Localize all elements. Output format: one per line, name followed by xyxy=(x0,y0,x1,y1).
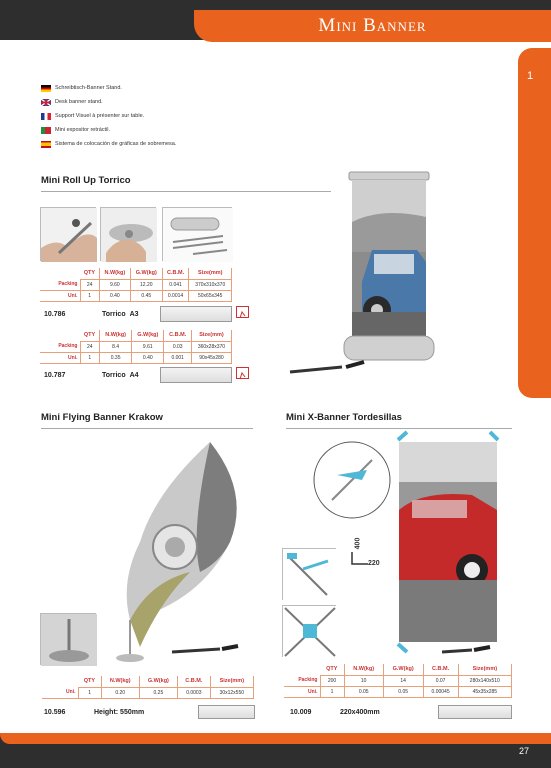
cell: 30x12x550 xyxy=(210,687,253,698)
col-nw: N.W(kg) xyxy=(101,676,139,687)
flag-fr-icon xyxy=(41,113,51,120)
product-size: A3 xyxy=(129,311,139,318)
language-item-en xyxy=(41,95,176,109)
col-gw: G.W(kg) xyxy=(383,664,423,675)
table-row xyxy=(40,279,232,290)
col-gw: G.W(kg) xyxy=(130,268,162,279)
cell: 90x45x280 xyxy=(191,352,231,363)
cell: 0.40 xyxy=(99,290,130,301)
cell: 1 xyxy=(78,687,101,698)
krakow-code-row xyxy=(44,706,144,719)
col-gw: G.W(kg) xyxy=(139,676,177,687)
language-list xyxy=(41,81,176,151)
flag-es-icon xyxy=(41,141,51,148)
cell: 280x140x510 xyxy=(458,675,511,686)
torrico-photo-parts xyxy=(162,207,232,261)
tordesillas-divider xyxy=(286,428,512,429)
row-label: Packing xyxy=(40,341,80,352)
tordesillas-code-box xyxy=(438,705,512,719)
cell: 8.4 xyxy=(100,341,132,352)
krakow-code-box xyxy=(198,705,255,719)
cell: 1 xyxy=(80,290,99,301)
flag-uk-icon xyxy=(41,99,51,106)
product-size: A4 xyxy=(129,372,139,379)
tordesillas-title: Mini X-Banner Tordesillas xyxy=(286,412,402,423)
col-qty: QTY xyxy=(80,330,100,341)
language-text-de: Schreibtisch-Banner Stand. xyxy=(55,85,122,91)
row-label: Uni. xyxy=(284,686,320,697)
cell: 0.07 xyxy=(423,675,458,686)
cell: 0.35 xyxy=(100,352,132,363)
table-row xyxy=(40,352,232,363)
product-name: Torrico xyxy=(102,311,126,318)
col-cbm: C.B.M. xyxy=(164,330,191,341)
cell: 50x65x345 xyxy=(189,290,232,301)
pdf-icon[interactable] xyxy=(236,367,249,379)
torrico-product-image xyxy=(282,162,482,384)
table-row xyxy=(284,675,512,686)
col-size: Size(mm) xyxy=(191,330,231,341)
cell: 0.00045 xyxy=(423,686,458,697)
krakow-title: Mini Flying Banner Krakow xyxy=(41,412,163,423)
language-text-en: Desk banner stand. xyxy=(55,99,103,105)
col-cbm: C.B.M. xyxy=(178,676,211,687)
cell: 24 xyxy=(80,279,99,290)
cell: 9.61 xyxy=(132,341,164,352)
cell: 1 xyxy=(320,686,344,697)
flag-de-icon xyxy=(41,85,51,92)
torrico-a4-table xyxy=(40,330,232,364)
dimension-arrow-icon xyxy=(350,550,370,566)
product-description: 220x400mm xyxy=(340,709,380,716)
cell: 45x35x285 xyxy=(458,686,511,697)
cell: 0.041 xyxy=(162,279,189,290)
col-qty: QTY xyxy=(78,676,101,687)
cell: 0.0003 xyxy=(178,687,211,698)
col-size: Size(mm) xyxy=(458,664,511,675)
col-qty: QTY xyxy=(320,664,344,675)
col-size: Size(mm) xyxy=(210,676,253,687)
cell: 14 xyxy=(383,675,423,686)
tordesillas-photo-joint xyxy=(282,605,336,657)
product-name: Torrico xyxy=(102,372,126,379)
language-text-fr: Support Visuel à présenter sur table. xyxy=(55,113,145,119)
col-gw: G.W(kg) xyxy=(132,330,164,341)
language-item-fr xyxy=(41,109,176,123)
product-code: 10.596 xyxy=(44,709,66,716)
cell: 200 xyxy=(320,675,344,686)
row-label: Uni. xyxy=(40,290,80,301)
cell: 0.001 xyxy=(164,352,191,363)
col-nw: N.W(kg) xyxy=(100,330,132,341)
torrico-a4-code-box xyxy=(160,367,232,383)
col-cbm: C.B.M. xyxy=(162,268,189,279)
cell: 10 xyxy=(344,675,383,686)
krakow-photo-base xyxy=(40,613,96,665)
torrico-a3-table xyxy=(40,268,232,302)
language-item-es xyxy=(41,137,176,151)
row-label: Uni. xyxy=(40,352,80,363)
language-text-es: Sistema de colocación de gráficas de sobremesa. xyxy=(55,141,177,147)
page-number: 27 xyxy=(518,746,529,756)
col-nw: N.W(kg) xyxy=(99,268,130,279)
row-label: Packing xyxy=(40,279,80,290)
torrico-photo-hand xyxy=(40,207,96,261)
product-code: 10.009 xyxy=(290,709,312,716)
table-row xyxy=(42,687,254,698)
krakow-divider xyxy=(41,428,253,429)
product-description: Height: 550mm xyxy=(94,709,145,716)
section-tab xyxy=(518,48,551,398)
krakow-table xyxy=(42,676,254,699)
table-row xyxy=(40,341,232,352)
tordesillas-table xyxy=(284,664,512,698)
cell: 9.60 xyxy=(99,279,130,290)
torrico-a3-code-box xyxy=(160,306,232,322)
product-code: 10.786 xyxy=(44,311,66,318)
tordesillas-photo-pole xyxy=(282,548,336,600)
tordesillas-code-row xyxy=(290,706,380,719)
cell: 0.03 xyxy=(164,341,191,352)
row-label: Packing xyxy=(284,675,320,686)
table-row xyxy=(40,290,232,301)
torrico-photo-base xyxy=(100,207,156,261)
product-code: 10.787 xyxy=(44,372,66,379)
cell: 370x310x370 xyxy=(189,279,232,290)
pdf-icon[interactable] xyxy=(236,306,249,318)
cell: 0.05 xyxy=(383,686,423,697)
page-title: Mini Banner xyxy=(318,15,427,36)
cell: 24 xyxy=(80,341,100,352)
col-nw: N.W(kg) xyxy=(344,664,383,675)
torrico-a4-code-row xyxy=(44,369,139,382)
cell: 360x28x370 xyxy=(191,341,231,352)
cell: 12.20 xyxy=(130,279,162,290)
bottom-accent-bar xyxy=(0,733,551,744)
language-item-de xyxy=(41,81,176,95)
language-item-pt xyxy=(41,123,176,137)
cell: 0.0014 xyxy=(162,290,189,301)
krakow-product-image xyxy=(100,432,260,667)
cell: 0.20 xyxy=(101,687,139,698)
col-size: Size(mm) xyxy=(189,268,232,279)
torrico-a3-code-row xyxy=(44,308,139,321)
section-tab-number: 1 xyxy=(527,70,534,82)
cell: 0.45 xyxy=(130,290,162,301)
cell: 0.25 xyxy=(139,687,177,698)
torrico-title: Mini Roll Up Torrico xyxy=(41,175,131,186)
col-cbm: C.B.M. xyxy=(423,664,458,675)
tordesillas-product-image xyxy=(312,430,512,665)
cell: 1 xyxy=(80,352,100,363)
tordesillas-dim-height: 400 xyxy=(354,537,362,550)
cell: 0.05 xyxy=(344,686,383,697)
col-qty: QTY xyxy=(80,268,99,279)
page-title-tab xyxy=(194,10,551,42)
tordesillas-dim-width: 220 xyxy=(368,560,380,567)
flag-pt-icon xyxy=(41,127,51,134)
table-row xyxy=(284,686,512,697)
row-label: Uni. xyxy=(42,687,78,698)
language-text-pt: Mini expositor retráctil. xyxy=(55,127,111,133)
cell: 0.40 xyxy=(132,352,164,363)
